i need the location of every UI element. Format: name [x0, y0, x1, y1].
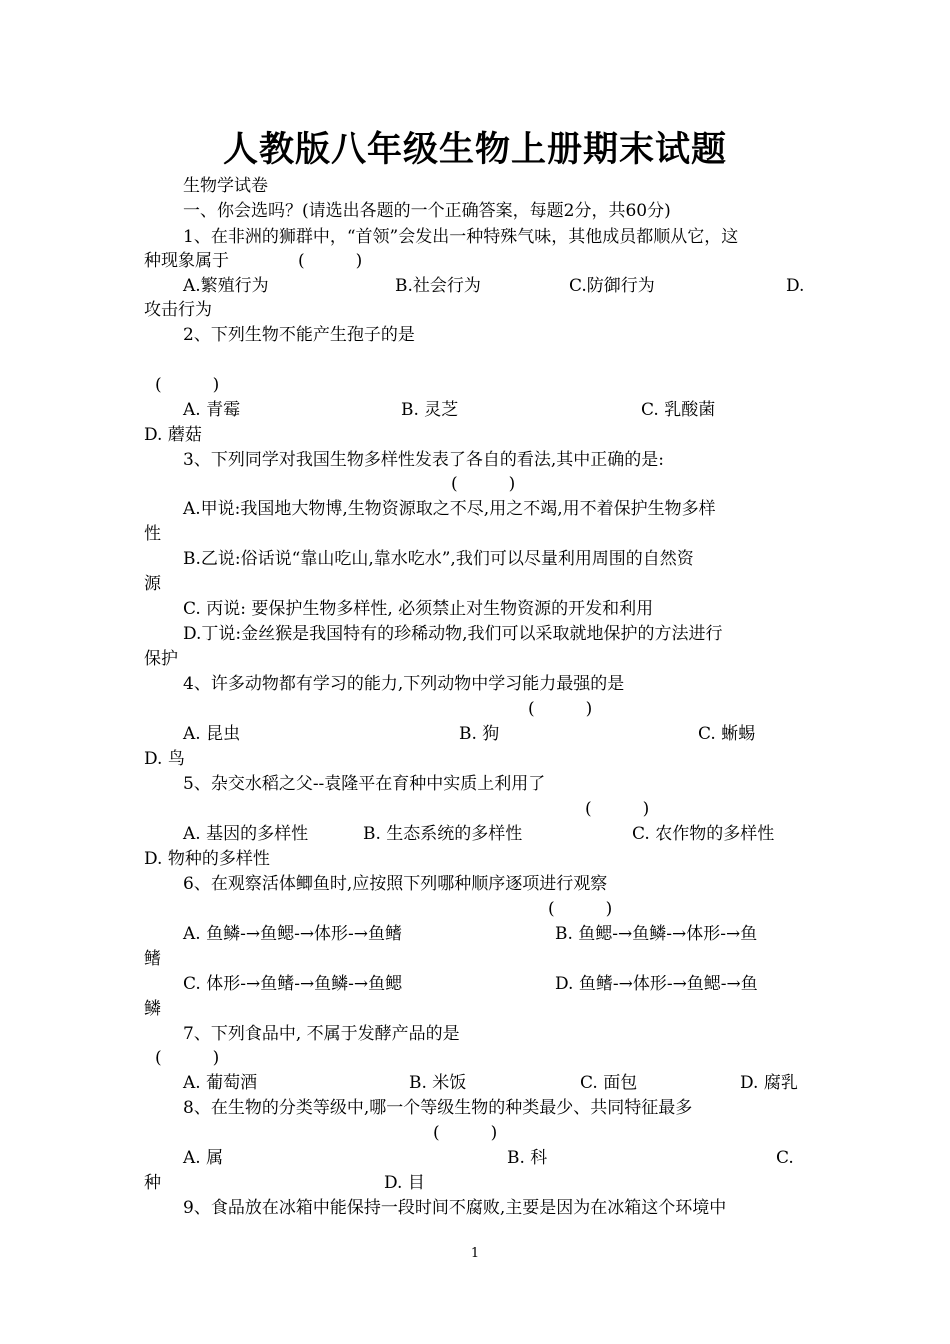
q6-option-d: D. 鱼鳍-→体形-→鱼鳃-→鱼 — [555, 974, 758, 994]
q2-answer-blank: ( ) — [155, 375, 220, 395]
q8-option-d: D. 目 — [384, 1173, 425, 1193]
q3-option-a: A.甲说:我国地大物博,生物资源取之不尽,用之不竭,用不着保护生物多样 — [183, 499, 716, 519]
q4-stem: 4、许多动物都有学习的能力,下列动物中学习能力最强的是 — [183, 674, 625, 694]
q3-answer-blank: ( ) — [451, 474, 516, 494]
q6-answer-blank: ( ) — [548, 899, 613, 919]
q7-stem: 7、下列食品中, 不属于发酵产品的是 — [183, 1024, 460, 1044]
q8-option-a: A. 属 — [183, 1148, 224, 1168]
q2-option-b: B. 灵芝 — [401, 400, 459, 420]
subtitle: 生物学试卷 — [183, 176, 268, 196]
q6-option-b-cont: 鳍 — [144, 949, 161, 969]
q4-option-a: A. 昆虫 — [183, 724, 241, 744]
q8-option-b: B. 科 — [507, 1148, 548, 1168]
q8-option-c-text: 种 — [144, 1173, 161, 1193]
q1-stem-cont: 种现象属于 — [144, 251, 229, 271]
q5-option-a: A. 基因的多样性 — [183, 824, 309, 844]
q7-option-a: A. 葡萄酒 — [183, 1073, 258, 1093]
q2-stem: 2、下列生物不能产生孢子的是 — [183, 325, 415, 345]
q9-stem: 9、食品放在冰箱中能保持一段时间不腐败,主要是因为在冰箱这个环境中 — [183, 1198, 727, 1218]
q3-option-d-cont: 保护 — [144, 649, 178, 669]
q2-option-d: D. 蘑菇 — [144, 425, 202, 445]
q5-stem: 5、杂交水稻之父--袁隆平在育种中实质上利用了 — [183, 774, 546, 794]
q7-option-b: B. 米饭 — [409, 1073, 467, 1093]
q1-answer-blank: ( ) — [298, 251, 363, 271]
q1-option-d-label: D. — [786, 276, 805, 296]
q2-option-a: A. 青霉 — [183, 400, 241, 420]
q6-option-c: C. 体形-→鱼鳍-→鱼鳞-→鱼鳃 — [183, 974, 403, 994]
q3-option-b-cont: 源 — [144, 574, 161, 594]
q1-option-b: B.社会行为 — [395, 276, 481, 296]
q3-option-a-cont: 性 — [144, 524, 161, 544]
section-heading: 一、你会选吗？(请选出各题的一个正确答案，每题2分，共60分) — [183, 201, 671, 221]
q8-option-c-label: C. — [776, 1148, 794, 1168]
q6-option-d-cont: 鳞 — [144, 999, 161, 1019]
q1-option-d-text: 攻击行为 — [144, 300, 212, 320]
q1-option-c: C.防御行为 — [569, 276, 655, 296]
q6-stem: 6、在观察活体鲫鱼时,应按照下列哪种顺序逐项进行观察 — [183, 874, 608, 894]
q1-option-a: A.繁殖行为 — [183, 276, 269, 296]
q4-option-b: B. 狗 — [459, 724, 500, 744]
q2-option-c: C. 乳酸菌 — [641, 400, 716, 420]
q8-answer-blank: ( ) — [433, 1123, 498, 1143]
q5-option-d: D. 物种的多样性 — [144, 849, 270, 869]
q4-option-c: C. 蜥蜴 — [698, 724, 756, 744]
q1-stem: 1、在非洲的狮群中，“首领”会发出一种特殊气味，其他成员都顺从它，这 — [183, 227, 739, 247]
q5-option-c: C. 农作物的多样性 — [632, 824, 775, 844]
q3-stem: 3、下列同学对我国生物多样性发表了各自的看法,其中正确的是: — [183, 450, 664, 470]
q8-stem: 8、在生物的分类等级中,哪一个等级生物的种类最少、共同特征最多 — [183, 1098, 693, 1118]
q6-option-a: A. 鱼鳞-→鱼鳃-→体形-→鱼鳍 — [183, 924, 403, 944]
q4-answer-blank: ( ) — [528, 699, 593, 719]
q3-option-c: C. 丙说: 要保护生物多样性, 必须禁止对生物资源的开发和利用 — [183, 599, 654, 619]
page-title: 人教版八年级生物上册期末试题 — [222, 129, 727, 170]
q3-option-d: D.丁说:金丝猴是我国特有的珍稀动物,我们可以采取就地保护的方法进行 — [183, 624, 723, 644]
q7-option-d: D. 腐乳 — [740, 1073, 798, 1093]
q7-option-c: C. 面包 — [580, 1073, 638, 1093]
q5-answer-blank: ( ) — [585, 799, 650, 819]
q6-option-b: B. 鱼鳃-→鱼鳞-→体形-→鱼 — [555, 924, 758, 944]
q3-option-b: B.乙说:俗话说“靠山吃山,靠水吃水”,我们可以尽量利用周围的自然资 — [183, 549, 694, 569]
q7-answer-blank: ( ) — [155, 1048, 220, 1068]
page-number: 1 — [470, 1246, 480, 1261]
q4-option-d: D. 鸟 — [144, 749, 185, 769]
q5-option-b: B. 生态系统的多样性 — [363, 824, 523, 844]
